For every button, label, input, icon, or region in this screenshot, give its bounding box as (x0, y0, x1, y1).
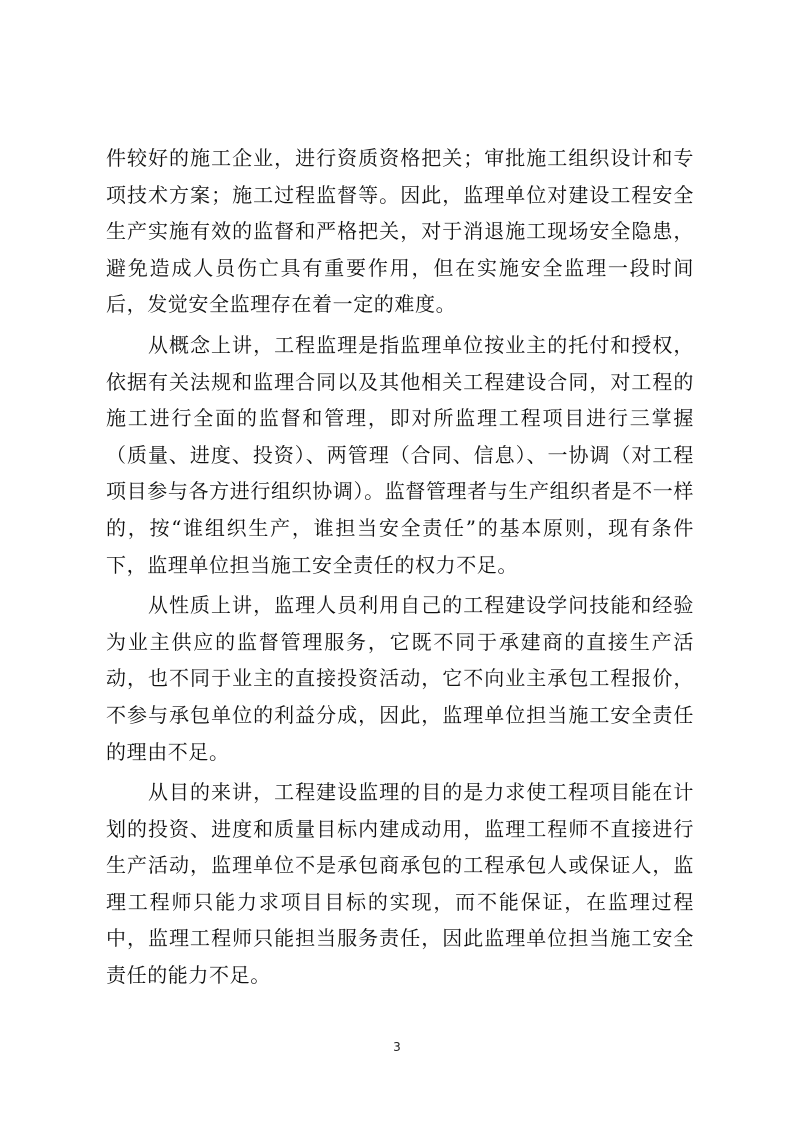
body-text (106, 140, 694, 994)
paragraph-purpose: 从目的来讲，工程建设监理的目的是力求使工程项目能在计划的投资、进度和质量目标内建成动用，监理工程师不直接进行生产活动，监理单位不是承包商承包的工程承包人或保证人，监理工程师只能力求项目目标的实现，而不能保证，在监理过程中，监理工程师只能担当服务责任，因此监理单位担当施工安全责任的能力不足。 (106, 780, 694, 988)
paragraph-continued: 件较好的施工企业，进行资质资格把关；审批施工组织设计和专项技术方案；施工过程监督等。因此，监理单位对建设工程安全生产实施有效的监督和严格把关，对于消退施工现场安全隐患，避免造成人员伤亡具有重要作用，但在实施安全监理一段时间后，发觉安全监理存在着一定的难度。 (106, 146, 694, 317)
paragraph-nature: 从性质上讲，监理人员利用自己的工程建设学问技能和经验为业主供应的监督管理服务，它既不同于承建商的直接生产活动，也不同于业主的直接投资活动，它不向业主承包工程报价，不参与承包单位的利益分成，因此，监理单位担当施工安全责任的理由不足。 (106, 593, 694, 764)
page-number: 3 (393, 1040, 401, 1054)
paragraph-concept: 从概念上讲，工程监理是指监理单位按业主的托付和授权，依据有关法规和监理合同以及其他相关工程建设合同，对工程的施工进行全面的监督和管理，即对所监理工程项目进行三掌握（质量、进度、投资）、两管理（合同、信息）、一协调（对工程项目参与各方进行组织协调）。监督管理者与生产组织者是不一样的，按“谁组织生产，谁担当安全责任”的基本原则，现有条件下，监理单位担当施工安全责任的权力不足。 (106, 332, 694, 577)
